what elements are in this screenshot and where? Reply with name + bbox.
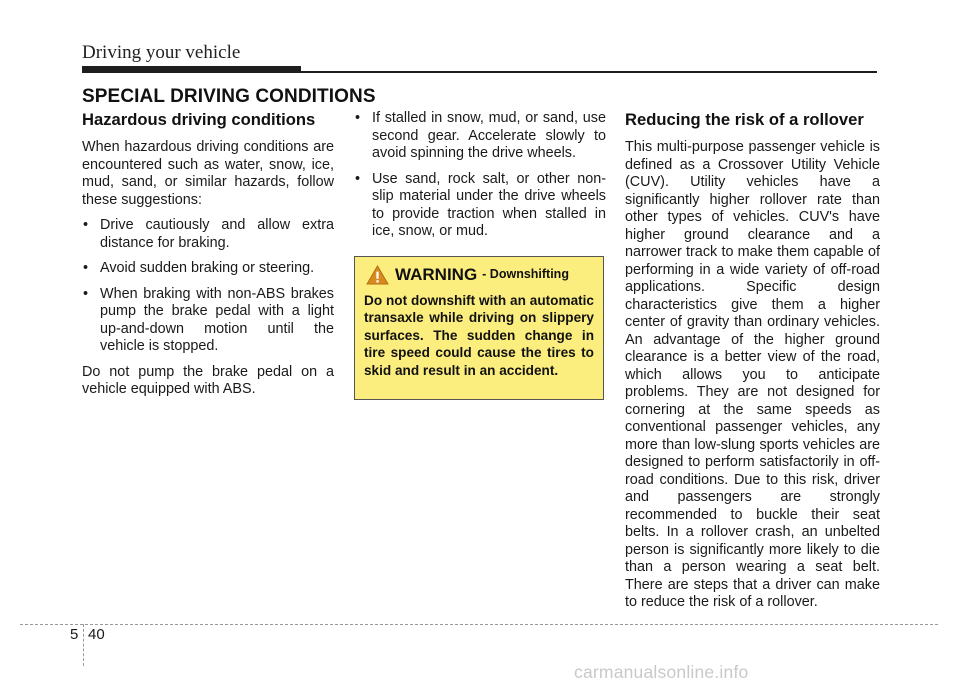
hazardous-intro: When hazardous driving conditions are encountered such as water, snow, ice, mud, sand, or similar hazards, follow these suggestions: [82, 139, 334, 208]
hazardous-closing: Do not pump the brake pedal on a vehicle equipped with ABS. [82, 363, 334, 397]
footer-rule [20, 624, 938, 625]
header-rule [82, 71, 877, 73]
list-item: • If stalled in snow, mud, or sand, use second gear. Accelerate slowly to avoid spinning the drive wheels. [355, 110, 606, 161]
hazardous-list [82, 217, 334, 356]
hazardous-heading: Hazardous driving conditions [82, 110, 316, 129]
footer-divider [83, 624, 84, 666]
rollover-heading: Reducing the risk of a rollover [625, 110, 864, 129]
warning-text: Do not downshift with an automatic transaxle while driving on slippery surfaces. The sudden change in tire speed could cause the tires to skid and result in an accident. [364, 292, 594, 378]
chapter-number: 5 [70, 626, 79, 643]
list-item: • When braking with non-ABS brakes pump the brake pedal with a light up-and-down motion until the vehicle is stopped. [83, 285, 334, 354]
list-item: • Use sand, rock salt, or other non-slip material under the drive wheels to provide traction when stalled in ice, snow, or mud. [355, 170, 606, 239]
warning-box [354, 256, 604, 400]
bullet-icon: • [355, 110, 361, 126]
column-rollover [625, 110, 880, 620]
warning-subtitle: - Downshifting [482, 266, 569, 281]
section-title: SPECIAL DRIVING CONDITIONS [82, 86, 376, 107]
list-item: • Avoid sudden braking or steering. [83, 260, 315, 276]
column-stalled [354, 110, 606, 400]
warning-triangle-icon [366, 265, 389, 285]
bullet-icon: • [355, 170, 361, 187]
rollover-text: This multi-purpose passenger vehicle is defined as a Crossover Utility Vehicle (CUV). Utility vehicles have a significantly higher rollover rate than other types of vehicles. CUV's have higher ground clearance and a narrower track to make them capable of performing in a wide variety of off-road applications. Specific design characteristics give them a higher center of gravity than ordinary vehicles. An advantage of the higher ground clearance is a better view of the road, which allows you to anticipate problems. They are not designed for cornering at the same speeds as conventional passenger vehicles, any more than low-slung sports vehicles are designed to perform satisfactorily in off-road conditions. Due to this risk, driver and passengers are strongly recommended to buckle their seat belts. In a rollover crash, an unbelted person is significantly more likely to die than a person wearing a seat belt. There are steps that a driver can make to reduce the risk of a rollover. [625, 139, 880, 610]
bullet-icon: • [83, 285, 89, 302]
column-hazardous [82, 110, 334, 407]
bullet-icon: • [83, 217, 89, 233]
warning-title: WARNING [395, 264, 478, 284]
stalled-list [354, 110, 606, 241]
page-number: 40 [88, 626, 105, 643]
bullet-icon: • [83, 260, 89, 276]
list-item: • Drive cautiously and allow extra distance for braking. [83, 217, 334, 251]
warning-header [364, 265, 594, 285]
header-title: Driving your vehicle [82, 42, 241, 63]
watermark: carmanualsonline.info [574, 662, 749, 682]
